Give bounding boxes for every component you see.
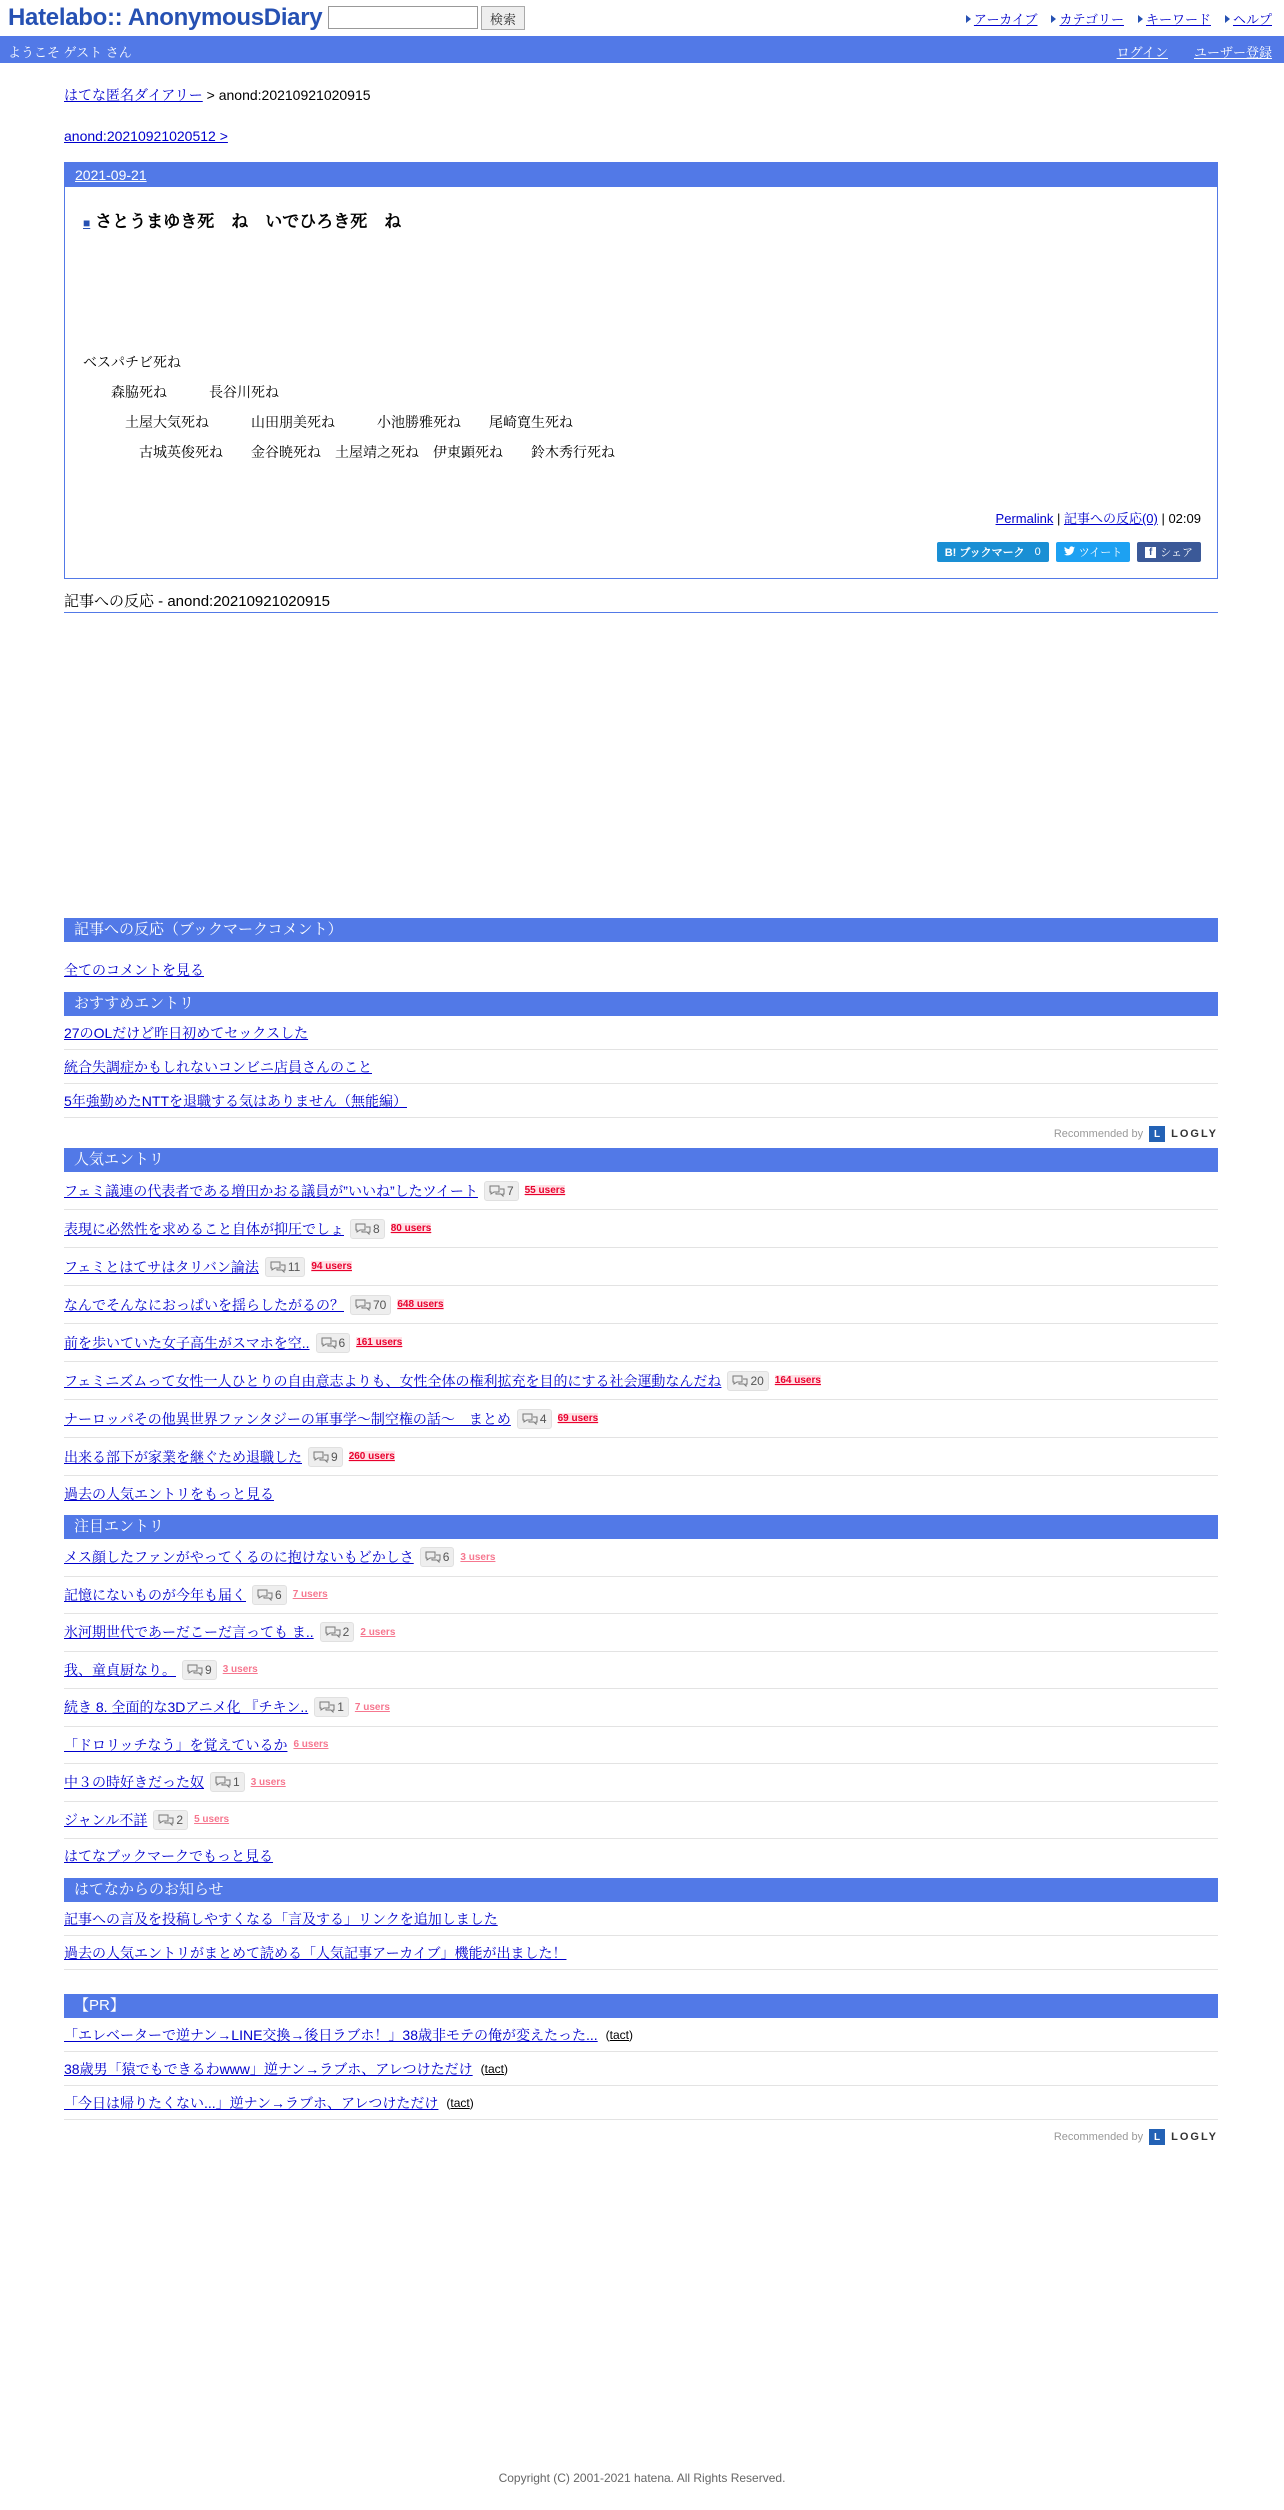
recommended-entry-link[interactable]: 27のOLだけど昨日初めてセックスした: [64, 1024, 309, 1041]
comment-count: 6: [338, 1335, 346, 1350]
diary-day-box: [64, 162, 1218, 579]
nav-help[interactable]: [1225, 9, 1272, 28]
entry-row: [64, 1577, 1218, 1615]
comment-count: 1: [337, 1700, 344, 1715]
speech-bubble-icon: [319, 1701, 335, 1713]
comment-count: 9: [331, 1449, 338, 1464]
entry-row: [64, 1248, 1218, 1286]
entry-link[interactable]: なんでそんなにおっぱいを揺らしたがるの？: [64, 1296, 344, 1313]
comment-count-badge[interactable]: [210, 1772, 245, 1792]
pr-link[interactable]: 「今日は帰りたくない...」逆ナン→ラブホ、アレつけただけ: [64, 2094, 439, 2111]
entry-link[interactable]: ジャンル不詳: [64, 1811, 148, 1828]
comment-count: 6: [275, 1587, 282, 1602]
entry-link[interactable]: 前を歩いていた女子高生がスマホを空..: [64, 1334, 310, 1351]
comment-count-badge[interactable]: [420, 1547, 455, 1567]
comment-count-badge[interactable]: [350, 1295, 391, 1315]
comment-count-badge[interactable]: [316, 1333, 351, 1353]
entry-row: [64, 1764, 1218, 1802]
prev-entry-link[interactable]: anond:20210921020512 >: [64, 128, 228, 144]
hot-more-row: [64, 1838, 1218, 1874]
site-logo[interactable]: Hatelabo:: AnonymousDiary: [8, 4, 323, 31]
users-count-badge[interactable]: 2 users: [360, 1626, 396, 1638]
popular-more-row: [64, 1476, 1218, 1512]
day-date-link[interactable]: 2021-09-21: [75, 167, 147, 183]
entry-link[interactable]: 記憶にないものが今年も届く: [64, 1586, 246, 1603]
users-count-badge[interactable]: 94 users: [311, 1261, 352, 1272]
logly-logo-icon: L: [1149, 1126, 1165, 1142]
top-bar: [0, 0, 1284, 36]
speech-bubble-icon: [489, 1185, 505, 1197]
comment-count: 8: [373, 1221, 380, 1236]
recommended-entry-link[interactable]: 統合失調症かもしれないコンビニ店員さんのこと: [64, 1058, 372, 1075]
nav-keyword-label[interactable]: キーワード: [1145, 12, 1211, 27]
speech-bubble-icon: [355, 1223, 371, 1235]
entry-link[interactable]: メス顔したファンがやってくるのに抱けないもどかしさ: [64, 1549, 414, 1566]
news-heading: はてなからのお知らせ: [64, 1878, 1218, 1902]
entry-row: [64, 1362, 1218, 1400]
comment-count: 11: [287, 1259, 301, 1274]
comment-count: 2: [176, 1812, 184, 1827]
hot-heading: 注目エントリ: [64, 1515, 1218, 1539]
speech-bubble-icon: [270, 1261, 286, 1273]
users-count-badge[interactable]: 55 users: [524, 1185, 566, 1196]
logly-logo-icon: L: [1149, 2129, 1165, 2145]
body-line: ベスパチビ死ね: [83, 354, 181, 370]
day-header: [65, 163, 1217, 187]
breadcrumb-separator: >: [202, 87, 219, 103]
logly-label: LOGLY: [1171, 2131, 1218, 2143]
tweet-label: ツイート: [1078, 547, 1123, 559]
users-count-badge[interactable]: 3 users: [460, 1551, 496, 1563]
login-link[interactable]: ログイン: [1116, 45, 1168, 60]
search-input[interactable]: [328, 6, 478, 29]
users-count-badge[interactable]: 5 users: [194, 1814, 230, 1826]
entry-row: [64, 1802, 1218, 1840]
list-item: [64, 2052, 1218, 2086]
all-comments-row: [64, 952, 1218, 988]
users-count-badge[interactable]: 3 users: [250, 1776, 286, 1788]
welcome-bar: [0, 36, 1284, 63]
pr-source: (tact): [480, 2061, 508, 2076]
speech-bubble-icon: [187, 1664, 203, 1676]
logly-label: LOGLY: [1171, 1128, 1218, 1140]
entry-time: 02:09: [1168, 511, 1201, 526]
nav-category-label[interactable]: カテゴリー: [1059, 12, 1124, 27]
pr-source-link[interactable]: tact: [450, 2095, 470, 2110]
pr-heading: 【PR】: [64, 1994, 1218, 2018]
comment-count: 70: [373, 1297, 387, 1312]
permalink-link[interactable]: Permalink: [995, 511, 1054, 526]
entry-anchor-mark[interactable]: ■: [83, 216, 91, 230]
all-comments-link[interactable]: 全てのコメントを見る: [64, 962, 204, 978]
news-link[interactable]: 過去の人気エントリがまとめて読める「人気記事アーカイブ」機能が出ました！: [64, 1944, 567, 1961]
triangle-arrow-icon: [1051, 15, 1056, 23]
list-item: [64, 1902, 1218, 1936]
list-item: [64, 1936, 1218, 1970]
comment-count-badge[interactable]: [727, 1371, 768, 1391]
comment-count-badge[interactable]: [350, 1219, 385, 1239]
tweet-button[interactable]: [1056, 542, 1130, 562]
comment-count-badge[interactable]: [252, 1585, 287, 1605]
comment-count: 1: [233, 1775, 240, 1790]
nav-help-label[interactable]: ヘルプ: [1232, 12, 1272, 27]
body-line: 土屋大気死ね 山田朋美死ね 小池勝雅死ね 尾崎寛生死ね: [83, 414, 573, 430]
speech-bubble-icon: [321, 1337, 337, 1349]
users-count-badge[interactable]: 3 users: [222, 1664, 258, 1676]
entry-link[interactable]: 中３の時好きだった奴: [64, 1774, 204, 1791]
entry-footer: Permalink | 記事への反応(0) | 02:09: [995, 511, 1201, 526]
pr-link[interactable]: 「エレベーターで逆ナン→LINE交換→後日ラブホ！」38歳非モテの俺が変えたった...: [64, 2026, 598, 2043]
list-item: [64, 1016, 1218, 1050]
comment-count-badge[interactable]: [484, 1181, 519, 1201]
comment-count-badge[interactable]: [153, 1810, 188, 1830]
pr-source-link[interactable]: tact: [484, 2061, 504, 2076]
users-count-badge[interactable]: 69 users: [557, 1413, 599, 1424]
entry-link[interactable]: 氷河期世代であーだこーだ言っても ま..: [64, 1624, 314, 1641]
nav-archive-label[interactable]: アーカイブ: [973, 12, 1038, 27]
users-count-badge[interactable]: 7 users: [292, 1589, 328, 1601]
recommended-by[interactable]: [1054, 1126, 1218, 1142]
speech-bubble-icon: [313, 1451, 329, 1463]
entry-row: [64, 1286, 1218, 1324]
users-count-badge[interactable]: 164 users: [774, 1375, 821, 1386]
body-line: 森脇死ね 長谷川死ね: [83, 384, 279, 400]
nav-keyword[interactable]: [1138, 9, 1211, 28]
entry-row: [64, 1210, 1218, 1248]
comment-count: 9: [205, 1662, 212, 1677]
entry-row: [64, 1324, 1218, 1362]
breadcrumb-current: anond:20210921020915: [218, 87, 371, 103]
nav-archive[interactable]: [966, 9, 1038, 28]
users-count-badge[interactable]: 6 users: [293, 1739, 329, 1751]
share-buttons: [937, 542, 1201, 562]
recommended-by-label: Recommended by: [1053, 2131, 1144, 2143]
speech-bubble-icon: [257, 1589, 273, 1601]
list-item: [64, 2018, 1218, 2052]
users-count-badge[interactable]: 260 users: [348, 1451, 395, 1462]
popular-heading: 人気エントリ: [64, 1148, 1218, 1172]
facebook-share-label: シェア: [1160, 547, 1193, 559]
recommended-by-label: Recommended by: [1053, 1128, 1144, 1140]
comment-count: 20: [750, 1373, 764, 1388]
list-item: [64, 1050, 1218, 1084]
recommended-heading: おすすめエントリ: [64, 992, 1218, 1016]
entry-title: [83, 207, 401, 232]
entry-link[interactable]: フェミニズムって女性一人ひとりの自由意志よりも、女性全体の権利拡充を目的にする社会運動なんだね: [64, 1372, 722, 1389]
pr-source-link[interactable]: tact: [609, 2027, 630, 2042]
comment-count-badge[interactable]: [517, 1409, 552, 1429]
entry-row: [64, 1400, 1218, 1438]
entry-link[interactable]: ナーロッパその他異世界ファンタジーの軍事学～制空権の話～ まとめ: [64, 1410, 511, 1427]
comment-count: 6: [442, 1550, 450, 1565]
pr-link[interactable]: 38歳男「猿でもできるわwww」逆ナン→ラブホ、アレつけただけ: [64, 2060, 473, 2077]
account-links: [1117, 42, 1272, 61]
speech-bubble-icon: [425, 1551, 441, 1563]
bookmark-label: B! ブックマーク: [944, 547, 1025, 559]
entry-link[interactable]: 続き 8. 全面的な3Dアニメ化 『チキン..: [64, 1699, 309, 1716]
pr-source: (tact): [605, 2027, 634, 2042]
users-count-badge[interactable]: 161 users: [356, 1337, 403, 1348]
entry-row: [64, 1438, 1218, 1476]
top-nav: [966, 9, 1272, 28]
users-count-badge[interactable]: 7 users: [354, 1701, 390, 1713]
comment-count: 2: [342, 1625, 350, 1640]
news-link[interactable]: 記事への言及を投稿しやすくなる「言及する」リンクを追加しました: [64, 1910, 498, 1927]
entry-link[interactable]: 表現に必然性を求めること自体が抑圧でしょ: [64, 1220, 344, 1237]
comment-count-badge[interactable]: [320, 1622, 355, 1642]
speech-bubble-icon: [355, 1299, 371, 1311]
entry-link[interactable]: フェミ議連の代表者である増田かおる議員が”いいね”したツイート: [64, 1182, 478, 1199]
body-line: 古城英俊死ね 金谷暁死ね 土屋靖之死ね 伊東顕死ね 鈴木秀行死ね: [83, 444, 615, 460]
speech-bubble-icon: [215, 1776, 231, 1788]
reaction-title: 記事への反応 - anond:20210921020915: [64, 590, 1218, 613]
popular-more-link[interactable]: 過去の人気エントリをもっと見る: [64, 1486, 274, 1502]
list-item: [64, 1084, 1218, 1118]
comment-count: 7: [506, 1183, 514, 1198]
entry-link[interactable]: 「ドロリッチなう」を覚えているか: [64, 1736, 288, 1753]
entry-row: [64, 1539, 1218, 1577]
pr-source: (tact): [446, 2095, 474, 2110]
triangle-arrow-icon: [1138, 15, 1143, 23]
entry-row: [64, 1172, 1218, 1210]
entry-link[interactable]: 出来る部下が家業を継ぐため退職した: [64, 1448, 302, 1465]
list-item: [64, 2086, 1218, 2120]
speech-bubble-icon: [732, 1375, 748, 1387]
footer-copyright: Copyright (C) 2001-2021 hatena. All Rights Reserved.: [498, 2471, 786, 2485]
comment-count-badge[interactable]: [265, 1257, 305, 1277]
users-count-badge[interactable]: 648 users: [397, 1299, 444, 1310]
entry-row: [64, 1652, 1218, 1690]
entry-link[interactable]: 我、童貞厨なり。: [64, 1661, 176, 1678]
bookmark-count: 0: [1034, 546, 1041, 558]
comment-count: 4: [539, 1411, 547, 1426]
breadcrumb-home[interactable]: はてな匿名ダイアリー: [64, 87, 203, 103]
hatena-bookmark-button[interactable]: [937, 542, 1049, 562]
register-link[interactable]: ユーザー登録: [1193, 45, 1272, 60]
welcome-text: ようこそ ゲスト さん: [8, 45, 132, 60]
speech-bubble-icon: [522, 1413, 538, 1425]
entry-row: [64, 1689, 1218, 1727]
twitter-bird-icon: [1064, 546, 1075, 559]
entry-row: [64, 1614, 1218, 1652]
entry-title-text: さとうまゆき死 ね いでひろき死 ね: [95, 212, 402, 231]
hot-more-link[interactable]: はてなブックマークでもっと見る: [64, 1848, 274, 1864]
recommended-entry-link[interactable]: 5年強勤めたNTTを退職する気はありません（無能編）: [64, 1092, 407, 1109]
facebook-share-button[interactable]: [1137, 542, 1201, 562]
search-button[interactable]: 検索: [481, 6, 525, 30]
breadcrumb: [64, 85, 371, 105]
reactions-link[interactable]: 記事への反応(0): [1063, 511, 1158, 526]
users-count-badge[interactable]: 80 users: [390, 1223, 432, 1234]
facebook-f-icon: f: [1145, 547, 1156, 558]
triangle-arrow-icon: [966, 15, 971, 23]
entry-link[interactable]: フェミとはてサはタリバン論法: [64, 1258, 259, 1275]
comment-count-badge[interactable]: [308, 1447, 343, 1467]
speech-bubble-icon: [158, 1814, 174, 1826]
comment-count-badge[interactable]: [314, 1697, 349, 1717]
nav-category[interactable]: [1051, 9, 1123, 28]
bookmark-comments-heading: 記事への反応（ブックマークコメント）: [64, 918, 1218, 942]
pr-recommended-by[interactable]: [1054, 2129, 1218, 2145]
triangle-arrow-icon: [1225, 15, 1230, 23]
speech-bubble-icon: [325, 1626, 341, 1638]
entry-row: [64, 1727, 1218, 1765]
comment-count-badge[interactable]: [182, 1660, 217, 1680]
